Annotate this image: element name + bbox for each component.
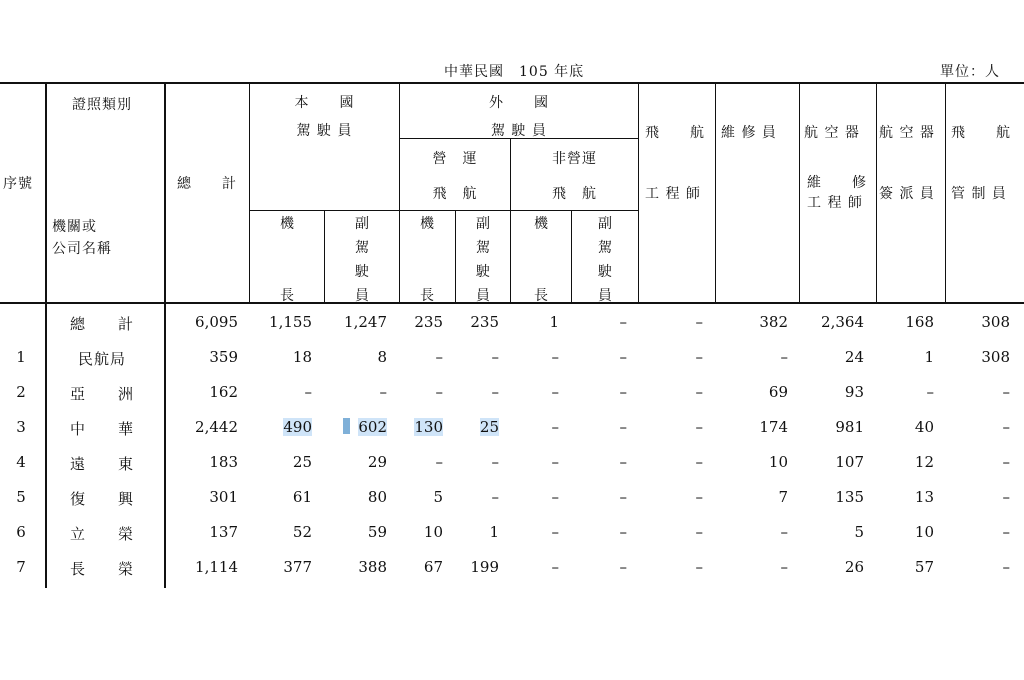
cell-value: 5 (854, 523, 864, 541)
cell-value: 301 (209, 488, 238, 506)
cell-value: 137 (209, 523, 238, 541)
cell-fc-cop (456, 383, 499, 401)
cell-atc (946, 558, 1010, 576)
cell-value: – (551, 383, 559, 401)
cell-fn-cop (572, 558, 627, 576)
cell-fn-cop (572, 383, 627, 401)
cell-dispatch (877, 348, 934, 366)
header-noncommercial-1: 非營運 (552, 151, 597, 167)
cell-atc (946, 313, 1010, 331)
cell-value: – (619, 348, 627, 366)
cell-value: 25 (479, 418, 499, 436)
cell-value: 1 (489, 523, 499, 541)
header-commercial-2: 飛 航 (432, 186, 478, 202)
cell-value: 5 (433, 488, 443, 506)
col-rule-name (164, 82, 166, 588)
cell-value: 1,155 (269, 313, 312, 331)
cell-value: 2,442 (195, 418, 238, 436)
cell-value: 29 (367, 453, 387, 471)
header-seq: 序號 (3, 176, 33, 192)
cell-value: – (491, 453, 499, 471)
cell-dom-cop (325, 313, 387, 331)
table-unit-note: 單位：人 (940, 64, 1000, 80)
cell-value: – (551, 523, 559, 541)
header-dom-captain: 機 長 (280, 216, 294, 304)
header-ac-maint-2: 維 修 (807, 175, 867, 191)
cell-dispatch (877, 313, 934, 331)
cell-value: – (780, 523, 788, 541)
cell-value: – (491, 348, 499, 366)
cell-dom-cap (250, 488, 312, 506)
cell-value: – (780, 558, 788, 576)
cell-maint (716, 488, 788, 506)
cell-value: 388 (358, 558, 387, 576)
cell-value: 135 (835, 488, 864, 506)
cell-flight-eng (639, 383, 703, 401)
cell-value: 中 華 (69, 420, 134, 438)
cell-dom-cop (325, 348, 387, 366)
cell-name (52, 348, 152, 369)
col-rule-atc (945, 82, 946, 302)
cell-value: – (619, 488, 627, 506)
cell-flight-eng (639, 418, 703, 436)
header-dispatcher-1: 航 空 器 (879, 125, 935, 141)
cell-value: 490 (283, 418, 312, 436)
cell-value: 13 (914, 488, 934, 506)
cell-value: – (1002, 558, 1010, 576)
cell-value: – (551, 488, 559, 506)
cell-seq (10, 453, 32, 471)
cell-atc (946, 523, 1010, 541)
cell-value: – (435, 383, 443, 401)
cell-seq (10, 348, 32, 366)
cell-dom-cap (250, 383, 312, 401)
cell-fc-cap (400, 488, 443, 506)
cell-value: – (619, 418, 627, 436)
cell-dom-cap (250, 418, 312, 436)
cell-fc-cap (400, 418, 443, 436)
cell-fn-cap (511, 453, 559, 471)
cell-value: – (1002, 418, 1010, 436)
cell-value: 359 (209, 348, 238, 366)
cell-fc-cap (400, 453, 443, 471)
cell-value: 2,364 (821, 313, 864, 331)
cell-dom-cap (250, 558, 312, 576)
cell-value: – (491, 383, 499, 401)
cell-value: 10 (423, 523, 443, 541)
cell-value: – (619, 558, 627, 576)
header-domestic-2: 駕 駛 員 (296, 123, 353, 139)
cell-dispatch (877, 453, 934, 471)
cell-value: 復 興 (69, 490, 134, 508)
cell-value: 長 榮 (69, 560, 134, 578)
cell-value: 93 (844, 383, 864, 401)
cell-value: 168 (905, 313, 934, 331)
cell-name (52, 488, 152, 509)
header-commercial-1: 營 運 (432, 151, 478, 167)
cell-total (170, 488, 238, 506)
cell-fn-cop (572, 348, 627, 366)
selection-marker (343, 418, 350, 434)
cell-seq (10, 383, 32, 401)
cell-value: 18 (292, 348, 312, 366)
cell-maint (716, 313, 788, 331)
cell-value: 162 (209, 383, 238, 401)
cell-fc-cop (456, 558, 499, 576)
cell-value: – (695, 488, 703, 506)
cell-value: 40 (914, 418, 934, 436)
cell-name (52, 418, 152, 439)
header-fn-copilot: 副 駕 駛 員 (598, 216, 612, 304)
cell-seq (10, 488, 32, 506)
cell-value: – (435, 453, 443, 471)
cell-dispatch (877, 418, 934, 436)
col-rule-seq (45, 82, 47, 588)
cell-value: 80 (367, 488, 387, 506)
cell-fn-cop (572, 313, 627, 331)
cell-value: – (1002, 383, 1010, 401)
header-ac-maint-3: 工 程 師 (807, 195, 863, 211)
cell-value: 235 (470, 313, 499, 331)
header-flight-engineer-1: 飛 航 (645, 125, 705, 141)
cell-fn-cop (572, 418, 627, 436)
table-date-note: 中華民國 105 年底 (444, 64, 585, 80)
cell-value: 民航局 (77, 350, 126, 368)
header-atc-1: 飛 航 (951, 125, 1011, 141)
cell-value: – (695, 558, 703, 576)
cell-value: 107 (835, 453, 864, 471)
col-rule-total (249, 82, 250, 302)
cell-value: 立 榮 (69, 525, 134, 543)
cell-total (170, 418, 238, 436)
cell-maint (716, 558, 788, 576)
cell-dom-cap (250, 453, 312, 471)
header-foreign-1: 外 國 (489, 95, 549, 111)
cell-value: – (435, 348, 443, 366)
cell-dom-cop (325, 418, 387, 436)
cell-ac-maint (800, 348, 864, 366)
cell-value: 1,247 (344, 313, 387, 331)
cell-fn-cop (572, 523, 627, 541)
cell-value: – (551, 418, 559, 436)
cell-value: 7 (778, 488, 788, 506)
cell-flight-eng (639, 523, 703, 541)
cell-value: 183 (209, 453, 238, 471)
cell-name (52, 313, 152, 334)
cell-value: 57 (914, 558, 934, 576)
header-org-2: 公司名稱 (52, 241, 112, 257)
cell-ac-maint (800, 523, 864, 541)
cell-value: 5 (16, 488, 26, 506)
cell-fc-cop (456, 488, 499, 506)
cell-value: 61 (292, 488, 312, 506)
cell-value: 亞 洲 (69, 385, 134, 403)
cell-value: – (304, 383, 312, 401)
pilot-sub-rule (250, 210, 638, 211)
cell-value: 308 (981, 313, 1010, 331)
cell-maint (716, 418, 788, 436)
cell-flight-eng (639, 348, 703, 366)
cell-value: 377 (283, 558, 312, 576)
cell-value: 12 (914, 453, 934, 471)
header-top-rule (0, 82, 1024, 84)
cell-name (52, 558, 152, 579)
cell-value: – (1002, 453, 1010, 471)
cell-value: 59 (367, 523, 387, 541)
cell-value: – (695, 348, 703, 366)
cell-value: 1,114 (195, 558, 238, 576)
cell-dom-cap (250, 313, 312, 331)
cell-total (170, 348, 238, 366)
cell-atc (946, 383, 1010, 401)
cell-dom-cap (250, 523, 312, 541)
cell-value: 382 (759, 313, 788, 331)
cell-value: – (619, 523, 627, 541)
col-rule-fn-mid (571, 210, 572, 302)
cell-value: 1 (16, 348, 26, 366)
cell-fc-cap (400, 523, 443, 541)
cell-value: 1 (549, 313, 559, 331)
cell-atc (946, 453, 1010, 471)
cell-dom-cop (325, 453, 387, 471)
cell-ac-maint (800, 418, 864, 436)
cell-fc-cop (456, 348, 499, 366)
cell-dom-cop (325, 523, 387, 541)
cell-fn-cap (511, 313, 559, 331)
cell-fn-cap (511, 558, 559, 576)
header-org-1: 機關或 (52, 219, 97, 235)
cell-name (52, 453, 152, 474)
cell-value: 8 (377, 348, 387, 366)
cell-value: – (551, 348, 559, 366)
header-fc-copilot: 副 駕 駛 員 (476, 216, 490, 304)
cell-seq (10, 418, 32, 436)
cell-value: – (619, 313, 627, 331)
cell-dom-cop (325, 558, 387, 576)
header-domestic-1: 本 國 (294, 95, 355, 111)
header-ac-maint-1: 航 空 器 (804, 125, 860, 141)
cell-value: 25 (292, 453, 312, 471)
cell-fc-cop (456, 453, 499, 471)
col-rule-acm (799, 82, 800, 302)
col-rule-dom-mid (324, 210, 325, 302)
cell-fc-cap (400, 558, 443, 576)
cell-fc-cop (456, 313, 499, 331)
cell-dom-cap (250, 348, 312, 366)
cell-value: 24 (844, 348, 864, 366)
cell-value: – (695, 383, 703, 401)
cell-value: 130 (414, 418, 443, 436)
cell-value: 235 (414, 313, 443, 331)
cell-fc-cap (400, 348, 443, 366)
cell-value: – (551, 558, 559, 576)
cell-ac-maint (800, 558, 864, 576)
header-dispatcher-2: 簽 派 員 (879, 186, 935, 202)
cell-fn-cap (511, 383, 559, 401)
cell-fc-cop (456, 523, 499, 541)
cell-total (170, 523, 238, 541)
cell-dispatch (877, 488, 934, 506)
cell-value: 10 (768, 453, 788, 471)
cell-value: 1 (924, 348, 934, 366)
cell-atc (946, 418, 1010, 436)
cell-value: – (491, 488, 499, 506)
header-category: 證照類別 (72, 97, 132, 113)
cell-value: – (619, 383, 627, 401)
cell-maint (716, 523, 788, 541)
cell-value: 52 (292, 523, 312, 541)
cell-dispatch (877, 383, 934, 401)
cell-name (52, 523, 152, 544)
cell-ac-maint (800, 313, 864, 331)
cell-maint (716, 453, 788, 471)
cell-value: – (695, 523, 703, 541)
cell-flight-eng (639, 488, 703, 506)
cell-value: 981 (835, 418, 864, 436)
cell-value: 10 (914, 523, 934, 541)
cell-fn-cap (511, 523, 559, 541)
cell-value: 69 (768, 383, 788, 401)
cell-dom-cop (325, 383, 387, 401)
cell-ac-maint (800, 453, 864, 471)
header-dom-copilot: 副 駕 駛 員 (355, 216, 369, 304)
cell-value: 總 計 (69, 315, 134, 333)
cell-value: – (619, 453, 627, 471)
col-rule-maint (715, 82, 716, 302)
cell-maint (716, 348, 788, 366)
cell-atc (946, 488, 1010, 506)
cell-atc (946, 348, 1010, 366)
cell-fc-cop (456, 418, 499, 436)
col-rule-fe (638, 82, 639, 302)
cell-value: 67 (423, 558, 443, 576)
cell-fn-cap (511, 418, 559, 436)
cell-dispatch (877, 558, 934, 576)
cell-value: – (695, 418, 703, 436)
cell-value: – (780, 348, 788, 366)
cell-value: – (1002, 523, 1010, 541)
cell-value: 602 (358, 418, 387, 436)
cell-ac-maint (800, 383, 864, 401)
cell-flight-eng (639, 558, 703, 576)
cell-fn-cop (572, 488, 627, 506)
header-foreign-2: 駕 駛 員 (491, 123, 547, 139)
cell-value: 7 (16, 558, 26, 576)
cell-value: 遠 東 (69, 455, 134, 473)
cell-value: 2 (16, 383, 26, 401)
cell-value: 308 (981, 348, 1010, 366)
header-fn-captain: 機 長 (534, 216, 548, 304)
cell-value: – (1002, 488, 1010, 506)
header-total: 總 計 (177, 176, 237, 192)
cell-total (170, 383, 238, 401)
cell-fn-cap (511, 488, 559, 506)
cell-fn-cap (511, 348, 559, 366)
header-bottom-rule (0, 302, 1024, 304)
cell-value: – (379, 383, 387, 401)
cell-flight-eng (639, 453, 703, 471)
header-atc-2: 管 制 員 (951, 186, 1007, 202)
cell-value: – (695, 313, 703, 331)
cell-fc-cap (400, 313, 443, 331)
cell-seq (10, 523, 32, 541)
cell-value: – (926, 383, 934, 401)
cell-name (52, 383, 152, 404)
cell-flight-eng (639, 313, 703, 331)
header-maintenance: 維 修 員 (721, 125, 777, 141)
cell-total (170, 453, 238, 471)
cell-total (170, 558, 238, 576)
cell-value: 174 (759, 418, 788, 436)
cell-fc-cap (400, 383, 443, 401)
cell-value: – (695, 453, 703, 471)
cell-value: 3 (16, 418, 26, 436)
cell-value: 6,095 (195, 313, 238, 331)
cell-value: 4 (16, 453, 26, 471)
cell-total (170, 313, 238, 331)
cell-dom-cop (325, 488, 387, 506)
col-rule-disp (876, 82, 877, 302)
cell-fn-cop (572, 453, 627, 471)
cell-dispatch (877, 523, 934, 541)
header-flight-engineer-2: 工 程 師 (645, 186, 701, 202)
cell-value: 199 (470, 558, 499, 576)
col-rule-fc-mid (455, 210, 456, 302)
header-noncommercial-2: 飛 航 (552, 186, 597, 202)
cell-maint (716, 383, 788, 401)
cell-seq (10, 558, 32, 576)
cell-value: 6 (16, 523, 26, 541)
header-fc-captain: 機 長 (420, 216, 434, 304)
cell-value: 26 (844, 558, 864, 576)
cell-ac-maint (800, 488, 864, 506)
cell-value: – (551, 453, 559, 471)
